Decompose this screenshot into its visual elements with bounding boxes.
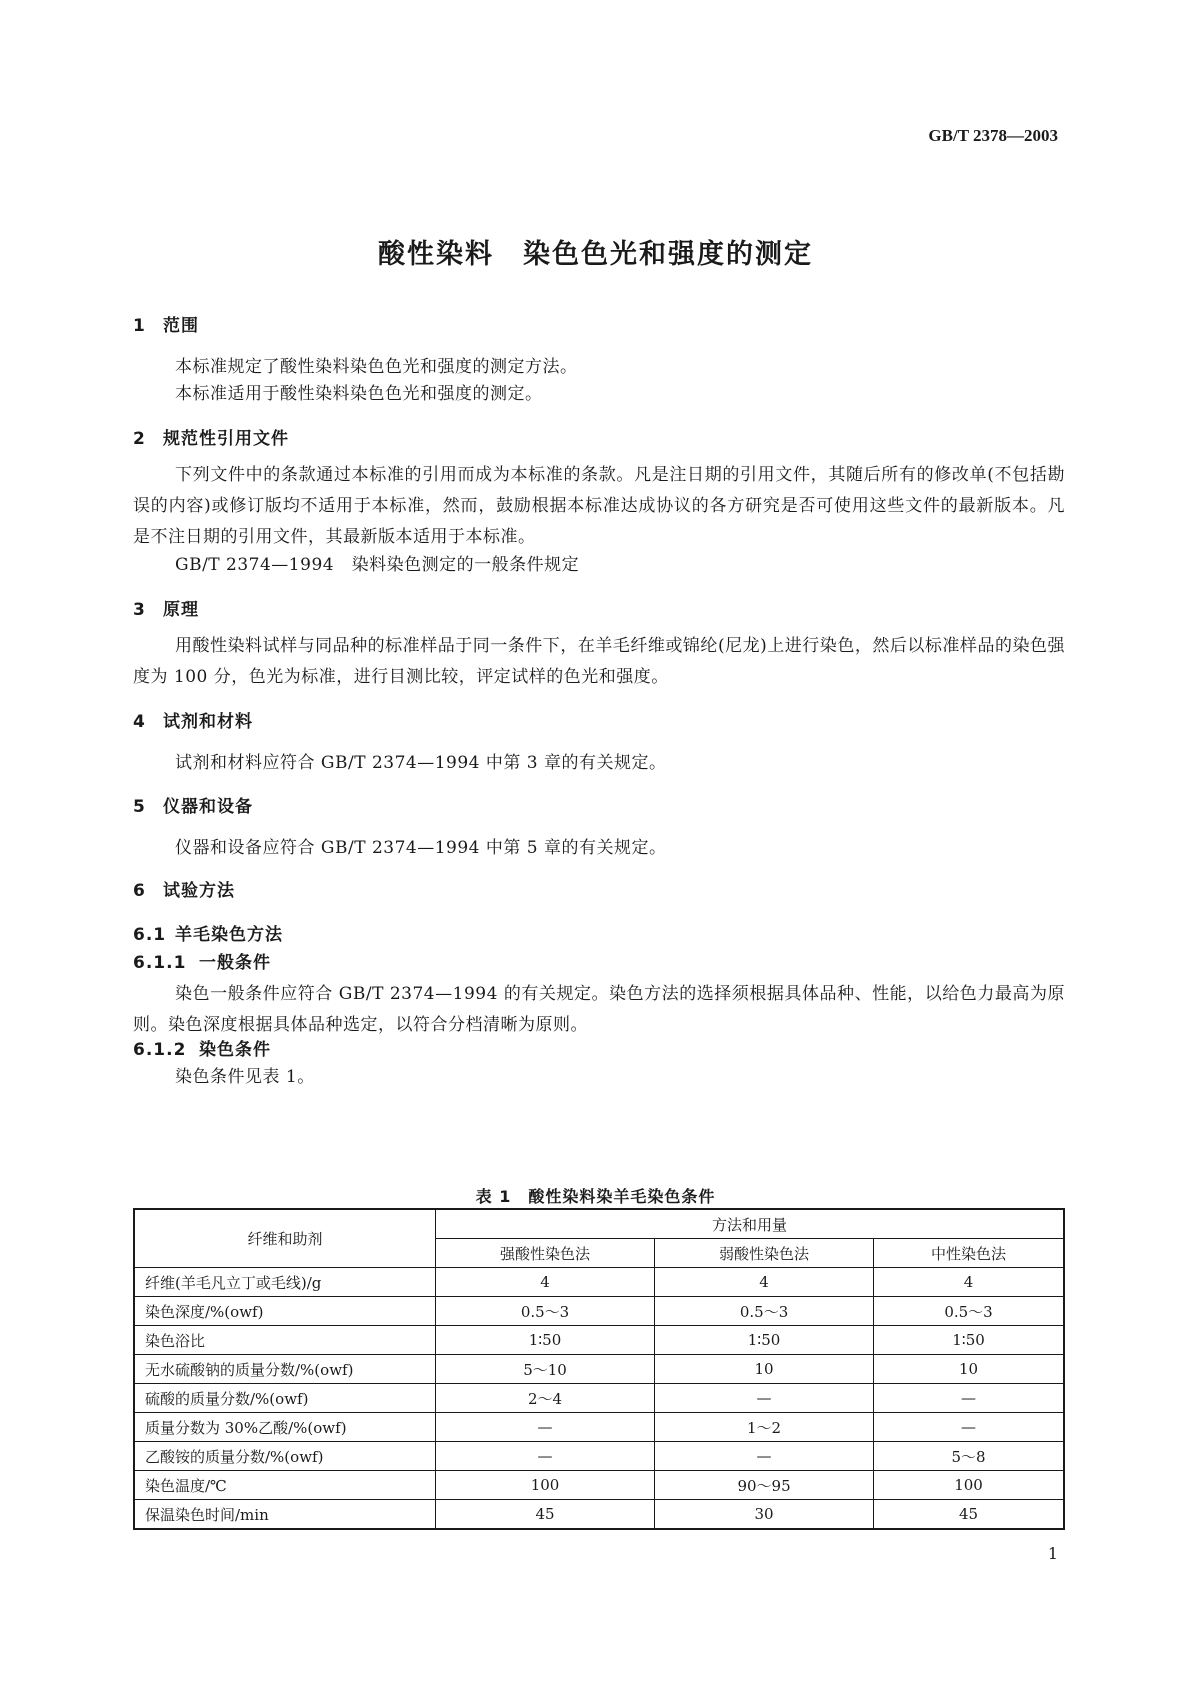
section-title: 原理 — [163, 600, 199, 620]
table-cell: 1～2 — [655, 1413, 874, 1442]
table-cell: 100 — [874, 1471, 1064, 1500]
row-label: 硫酸的质量分数/%(owf) — [134, 1384, 436, 1413]
column-header: 中性染色法 — [874, 1239, 1064, 1268]
section-2-reference: GB/T 2374—1994 染料染色测定的一般条件规定 — [175, 555, 580, 575]
table-cell: 2～4 — [436, 1384, 655, 1413]
table-row — [134, 1500, 1064, 1530]
section-number: 2 — [133, 429, 146, 449]
section-6-heading — [133, 876, 235, 901]
page-number: 1 — [1047, 1544, 1058, 1563]
section-2-para-1: 下列文件中的条款通过本标准的引用而成为本标准的条款。凡是注日期的引用文件，其随后所有的修改单(不包括勘误的内容)或修订版均不适用于本标准，然而，鼓励根据本标准达成协议的各方研究是否可使用这些文件的最新版本。凡是不注日期的引用文件，其最新版本适用于本标准。 — [133, 465, 1065, 547]
row-label: 质量分数为 30%乙酸/%(owf) — [134, 1413, 436, 1442]
row-label: 染色温度/℃ — [134, 1471, 436, 1500]
section-6-1-1-para-1: 染色一般条件应符合 GB/T 2374—1994 的有关规定。染色方法的选择须根据具体品种、性能，以给色力最高为原则。染色深度根据具体品种选定，以符合分档清晰为原则。 — [133, 984, 1065, 1035]
row-label: 染色深度/%(owf) — [134, 1297, 436, 1326]
standard-number: GB/T 2378—2003 — [928, 126, 1058, 145]
table-cell: 90～95 — [655, 1471, 874, 1500]
section-title: 试剂和材料 — [163, 712, 253, 732]
row-label: 纤维(羊毛凡立丁或毛线)/g — [134, 1268, 436, 1297]
table-cell: 1∶50 — [436, 1326, 655, 1355]
section-title: 试验方法 — [163, 881, 235, 901]
row-label: 无水硫酸钠的质量分数/%(owf) — [134, 1355, 436, 1384]
table-row — [134, 1384, 1064, 1413]
section-title: 规范性引用文件 — [163, 429, 289, 449]
section-number: 6 — [133, 881, 146, 901]
table-cell: — — [436, 1413, 655, 1442]
table-cell: — — [436, 1442, 655, 1471]
section-number: 1 — [133, 316, 146, 336]
table-cell: 0.5～3 — [655, 1297, 874, 1326]
section-title: 仪器和设备 — [163, 797, 253, 817]
table-body — [134, 1268, 1064, 1530]
row-label: 保温染色时间/min — [134, 1500, 436, 1530]
section-number: 5 — [133, 797, 146, 817]
table-row — [134, 1442, 1064, 1471]
table-cell: 4 — [436, 1268, 655, 1297]
section-6-1-2-para-1: 染色条件见表 1。 — [175, 1067, 315, 1087]
section-6-1-heading — [133, 920, 283, 945]
table-cell: 0.5～3 — [436, 1297, 655, 1326]
section-3-para-1: 用酸性染料试样与同品种的标准样品于同一条件下，在羊毛纤维或锦纶(尼龙)上进行染色，然后以标准样品的染色强度为 100 分，色光为标准，进行目测比较，评定试样的色光和强度。 — [133, 636, 1065, 687]
column-header: 弱酸性染色法 — [655, 1239, 874, 1268]
table-row — [134, 1413, 1064, 1442]
table-row — [134, 1297, 1064, 1326]
section-title: 染色条件 — [199, 1040, 271, 1060]
document-title: 酸性染料 染色色光和强度的测定 — [378, 239, 813, 270]
column-header: 强酸性染色法 — [436, 1239, 655, 1268]
section-4-para-1: 试剂和材料应符合 GB/T 2374—1994 中第 3 章的有关规定。 — [175, 753, 667, 773]
table-header-row — [134, 1209, 1064, 1239]
section-4-heading — [133, 707, 253, 732]
section-number: 6.1.1 — [133, 953, 187, 973]
section-number: 3 — [133, 600, 146, 620]
section-title: 范围 — [163, 316, 199, 336]
section-5-para-1: 仪器和设备应符合 GB/T 2374—1994 中第 5 章的有关规定。 — [175, 838, 667, 858]
table-cell: 1∶50 — [655, 1326, 874, 1355]
table-cell: — — [655, 1442, 874, 1471]
table-row — [134, 1471, 1064, 1500]
table-cell: 10 — [655, 1355, 874, 1384]
section-number: 6.1.2 — [133, 1040, 187, 1060]
table-cell: 10 — [874, 1355, 1064, 1384]
table-cell: 4 — [874, 1268, 1064, 1297]
table-cell: 45 — [874, 1500, 1064, 1530]
table-cell: 1∶50 — [874, 1326, 1064, 1355]
section-1-para-1: 本标准规定了酸性染料染色色光和强度的测定方法。 — [175, 357, 578, 377]
row-label: 染色浴比 — [134, 1326, 436, 1355]
table-cell: 5～10 — [436, 1355, 655, 1384]
group-header: 方法和用量 — [436, 1209, 1065, 1239]
table-cell: 100 — [436, 1471, 655, 1500]
table-cell: — — [874, 1413, 1064, 1442]
table-row — [134, 1326, 1064, 1355]
section-title: 一般条件 — [199, 953, 271, 973]
section-number: 4 — [133, 712, 146, 732]
section-2-heading — [133, 424, 289, 449]
table-cell: 30 — [655, 1500, 874, 1530]
section-1-para-2: 本标准适用于酸性染料染色色光和强度的测定。 — [175, 384, 543, 404]
table-cell: 5～8 — [874, 1442, 1064, 1471]
section-6-1-2-heading — [133, 1035, 271, 1060]
section-title: 羊毛染色方法 — [175, 925, 283, 945]
table-cell: — — [655, 1384, 874, 1413]
section-5-heading — [133, 792, 253, 817]
row-label-header: 纤维和助剂 — [134, 1209, 436, 1268]
table-row — [134, 1268, 1064, 1297]
table-row — [134, 1355, 1064, 1384]
table-cell: — — [874, 1384, 1064, 1413]
table-cell: 0.5～3 — [874, 1297, 1064, 1326]
section-3-heading — [133, 595, 199, 620]
table-cell: 4 — [655, 1268, 874, 1297]
table-cell: 45 — [436, 1500, 655, 1530]
section-1-heading — [133, 311, 199, 336]
section-number: 6.1 — [133, 925, 167, 945]
dyeing-conditions-table — [133, 1208, 1065, 1530]
row-label: 乙酸铵的质量分数/%(owf) — [134, 1442, 436, 1471]
table-caption: 表 1 酸性染料染羊毛染色条件 — [475, 1187, 716, 1206]
section-6-1-1-heading — [133, 948, 271, 973]
